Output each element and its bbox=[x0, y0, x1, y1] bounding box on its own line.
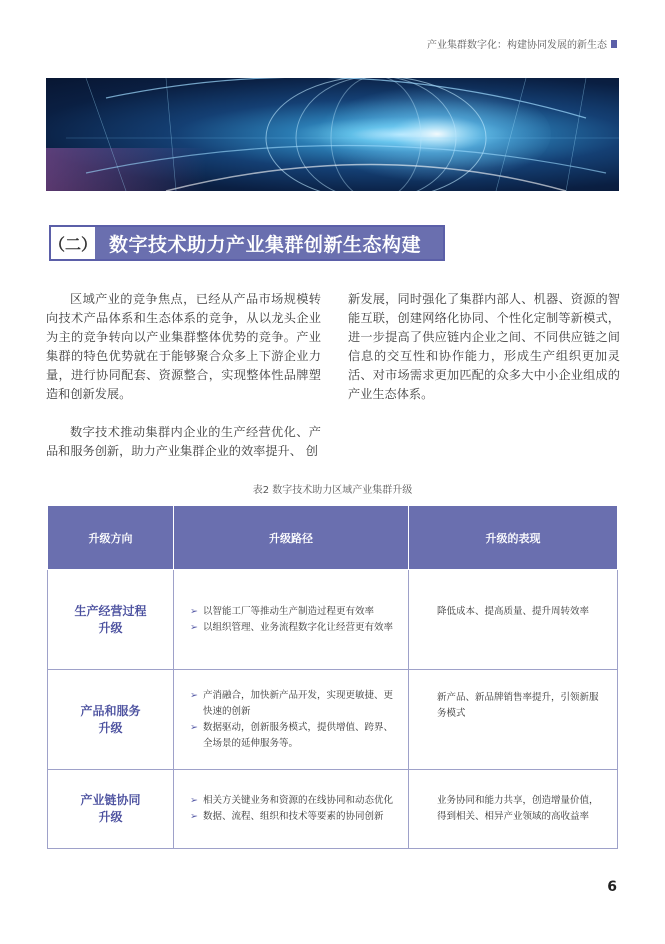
table-header-row bbox=[48, 506, 618, 570]
section-number: （二） bbox=[51, 227, 95, 259]
paragraph: 新发展，同时强化了集群内部人、机器、资源的智能互联，创建网络化协同、个性化定制等新模式，进一步提高了供应链内企业之间、不同供应链之间信息的交互性和协作能力，形成生产组织更加灵活、对市场需求更加匹配的众多大中小企业组成的产业生态体系。 bbox=[348, 292, 620, 401]
direction-cell bbox=[48, 770, 174, 849]
arrow-bullet-icon: ➢ bbox=[190, 689, 198, 701]
arrow-bullet-icon: ➢ bbox=[190, 621, 198, 633]
header-square-icon bbox=[611, 40, 617, 48]
left-column bbox=[46, 290, 321, 480]
performance-cell: 降低成本、提高质量、提升周转效率 bbox=[409, 570, 618, 670]
path-item: ➢ 数据、流程、组织和技术等要素的协同创新 bbox=[190, 809, 396, 825]
running-header bbox=[427, 36, 617, 51]
path-item: ➢ 相关方关键业务和资源的在线协同和动态优化 bbox=[190, 793, 396, 809]
header-performance: 升级的表现 bbox=[409, 506, 618, 570]
path-item: ➢ 以组织管理、业务流程数字化让经营更有效率 bbox=[190, 620, 396, 636]
path-cell bbox=[174, 770, 409, 849]
paragraph: 数字技术推动集群内企业的生产经营优化、产品和服务创新，助力产业集群企业的效率提升、 创 bbox=[46, 425, 321, 458]
paragraph: 区域产业的竞争焦点，已经从产品市场规模转向技术产品体系和生态体系的竞争，从以龙头企业为主的竞争转向以产业集群整体优势的竞争。产业集群的特色优势就在于能够聚合众多上下游企业力量，进行协同配套、资源整合，实现整体性品牌塑造和创新发展。 bbox=[46, 292, 321, 401]
path-item: ➢ 数据驱动，创新服务模式，提供增值、跨界、全场景的延伸服务等。 bbox=[190, 720, 396, 752]
running-header-text: 产业集群数字化：构建协同发展的新生态 bbox=[427, 40, 607, 51]
upgrade-table bbox=[47, 505, 618, 849]
path-cell bbox=[174, 670, 409, 770]
direction-line: 产品和服务 bbox=[80, 703, 141, 718]
path-item: ➢ 产消融合，加快新产品开发，实现更敏捷、更快速的创新 bbox=[190, 688, 396, 720]
path-cell bbox=[174, 570, 409, 670]
arrow-bullet-icon: ➢ bbox=[190, 721, 198, 733]
arrow-bullet-icon: ➢ bbox=[190, 811, 198, 822]
right-column bbox=[348, 290, 620, 423]
table-row bbox=[48, 670, 618, 770]
table-row bbox=[48, 570, 618, 670]
header-direction: 升级方向 bbox=[48, 506, 174, 570]
direction-line: 产业链协同 bbox=[80, 793, 141, 807]
section-heading bbox=[49, 225, 445, 261]
performance-cell: 业务协同和能力共享，创造增量价值，得到相关、相异产业领域的高收益率 bbox=[409, 770, 618, 849]
direction-cell bbox=[48, 570, 174, 670]
table-row bbox=[48, 770, 618, 849]
path-item: ➢ 以智能工厂等推动生产制造过程更有效率 bbox=[190, 604, 396, 620]
section-title-text: 数字技术助力产业集群创新生态构建 bbox=[109, 233, 422, 256]
arrow-bullet-icon: ➢ bbox=[190, 605, 198, 617]
direction-cell bbox=[48, 670, 174, 770]
banner-image bbox=[46, 78, 619, 191]
table-caption: 表2 数字技术助力区域产业集群升级 bbox=[252, 485, 413, 496]
header-path: 升级路径 bbox=[174, 506, 409, 570]
direction-line: 生产经营过程 bbox=[74, 603, 147, 618]
performance-cell: 新产品、新品牌销售率提升，引领新服务模式 bbox=[409, 670, 618, 770]
direction-line: 升级 bbox=[98, 620, 123, 635]
digital-globe-illustration bbox=[46, 78, 619, 191]
page-number: 6 bbox=[607, 879, 617, 895]
direction-line: 升级 bbox=[98, 720, 123, 735]
arrow-bullet-icon: ➢ bbox=[190, 795, 198, 806]
direction-line: 升级 bbox=[98, 810, 123, 824]
